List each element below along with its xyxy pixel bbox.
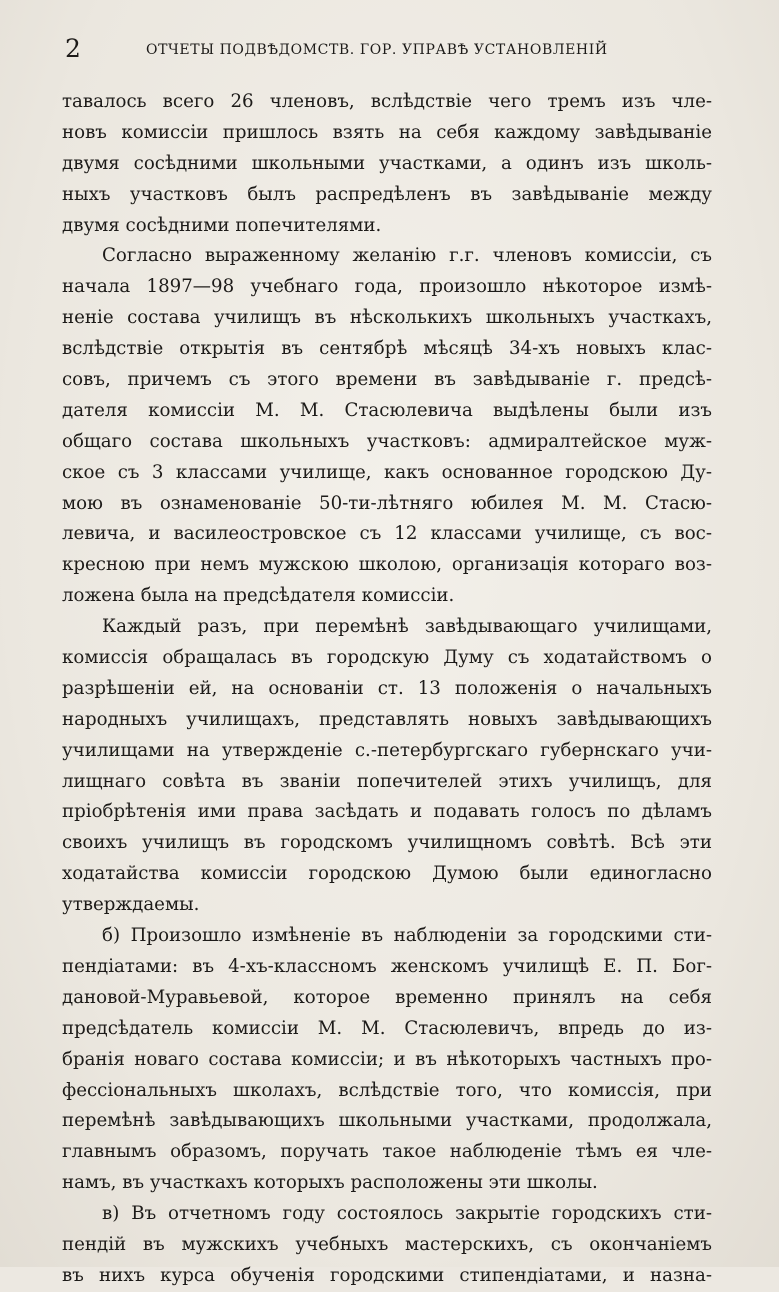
text-line: въ нихъ курса обученія городскими стипендіатами, и назна-	[62, 1264, 712, 1286]
text-line: тавалось всего 26 членовъ, вслѣдствіе чего тремъ изъ чле-	[62, 91, 712, 112]
text-line: пріобрѣтенія ими права засѣдать и подавать голосъ по дѣламъ	[62, 801, 712, 823]
text-line: разрѣшеніи ей, на основаніи ст. 13 положенія о начальныхъ	[62, 677, 712, 699]
text-line: в) Въ отчетномъ году состоялось закрытіе городскихъ сти-	[102, 1203, 712, 1225]
text-line: кресною при немъ мужскою школою, организація котораго воз-	[62, 554, 712, 576]
text-line: пендіатами: въ 4-хъ-классномъ женскомъ училищѣ Е. П. Бог-	[62, 955, 712, 977]
text-line: фессіональныхъ школахъ, вслѣдствіе того, что комиссія, при	[62, 1079, 712, 1101]
text-line: Согласно выраженному желанію г.г. членовъ комиссіи, съ	[102, 245, 712, 267]
text-line: новъ комиссіи пришлось взять на себя каждому завѣдываніе	[62, 121, 712, 143]
text-line: пендій въ мужскихъ учебныхъ мастерскихъ, съ окончаніемъ	[62, 1233, 712, 1255]
text-line: ское съ 3 классами училище, какъ основанное городскою Ду-	[62, 461, 712, 483]
text-line: мою въ ознаменованіе 50-ти-лѣтняго юбилея М. М. Стасю-	[62, 492, 712, 514]
text-line: левича, и василеостровское съ 12 классами училище, съ вос-	[62, 523, 712, 545]
page-number: 2	[65, 34, 81, 63]
text-line: двумя сосѣдними школьными участками, а одинъ изъ школь-	[62, 152, 712, 174]
text-line: дановой-Муравьевой, которое временно принялъ на себя	[62, 986, 712, 1008]
running-title: ОТЧЕТЫ ПОДВѢДОМСТВ. ГОР. УПРАВѢ УСТАНОВЛЕНІЙ	[146, 42, 608, 58]
text-line: утверждаемы.	[62, 894, 200, 916]
paragraph-2	[62, 241, 712, 612]
text-line: главнымъ образомъ, поручать такое наблюденіе тѣмъ ея чле-	[62, 1141, 712, 1163]
text-line: комиссія обращалась въ городскую Думу съ ходатайствомъ о	[62, 647, 712, 669]
text-line: училищами на утвержденіе с.-петербургскаго губернскаго учи-	[62, 739, 712, 761]
paragraph-5	[62, 1199, 712, 1292]
text-line: ложена была на предсѣдателя комиссіи.	[62, 585, 455, 607]
text-line: дателя комиссіи М. М. Стасюлевича выдѣлены были изъ	[62, 399, 712, 421]
text-line: б) Произошло измѣненіе въ наблюденіи за городскими сти-	[102, 925, 712, 947]
text-line: народныхъ училищахъ, представлять новыхъ завѣдывающихъ	[62, 708, 712, 730]
text-line: вслѣдствіе открытія въ сентябрѣ мѣсяцѣ 34-хъ новыхъ клас-	[62, 338, 712, 360]
text-line: двумя сосѣдними попечителями.	[62, 214, 382, 236]
text-line: предсѣдатель комиссіи М. М. Стасюлевичъ, впредь до из-	[62, 1017, 712, 1039]
text-line: Каждый разъ, при перемѣнѣ завѣдывающаго училищами,	[102, 616, 712, 638]
body-text	[62, 87, 712, 1292]
text-line: бранія новаго состава комиссіи; и въ нѣкоторыхъ частныхъ про-	[62, 1048, 712, 1070]
text-line: ходатайства комиссіи городскою Думою были единогласно	[62, 863, 712, 885]
text-line: ныхъ участковъ былъ распредѣленъ въ завѣдываніе между	[62, 183, 712, 205]
text-line: неніе состава училищъ въ нѣсколькихъ школьныхъ участкахъ,	[62, 307, 712, 329]
text-line: совъ, причемъ съ этого времени въ завѣдываніе г. предсѣ-	[62, 369, 712, 391]
paragraph-3	[62, 612, 712, 921]
paragraph-4	[62, 921, 712, 1199]
text-line: лищнаго совѣта въ званіи попечителей этихъ училищъ, для	[62, 770, 712, 792]
text-line: своихъ училищъ въ городскомъ училищномъ совѣтѣ. Всѣ эти	[62, 832, 712, 854]
text-line: начала 1897—98 учебнаго года, произошло нѣкоторое измѣ-	[62, 276, 712, 298]
text-line: намъ, въ участкахъ которыхъ расположены эти школы.	[62, 1172, 598, 1194]
running-header	[62, 34, 712, 64]
text-line: перемѣнѣ завѣдывающихъ школьными участками, продолжала,	[62, 1110, 712, 1132]
text-line: общаго состава школьныхъ участковъ: адмиралтейское муж-	[62, 430, 712, 452]
paragraph-1	[62, 87, 712, 241]
